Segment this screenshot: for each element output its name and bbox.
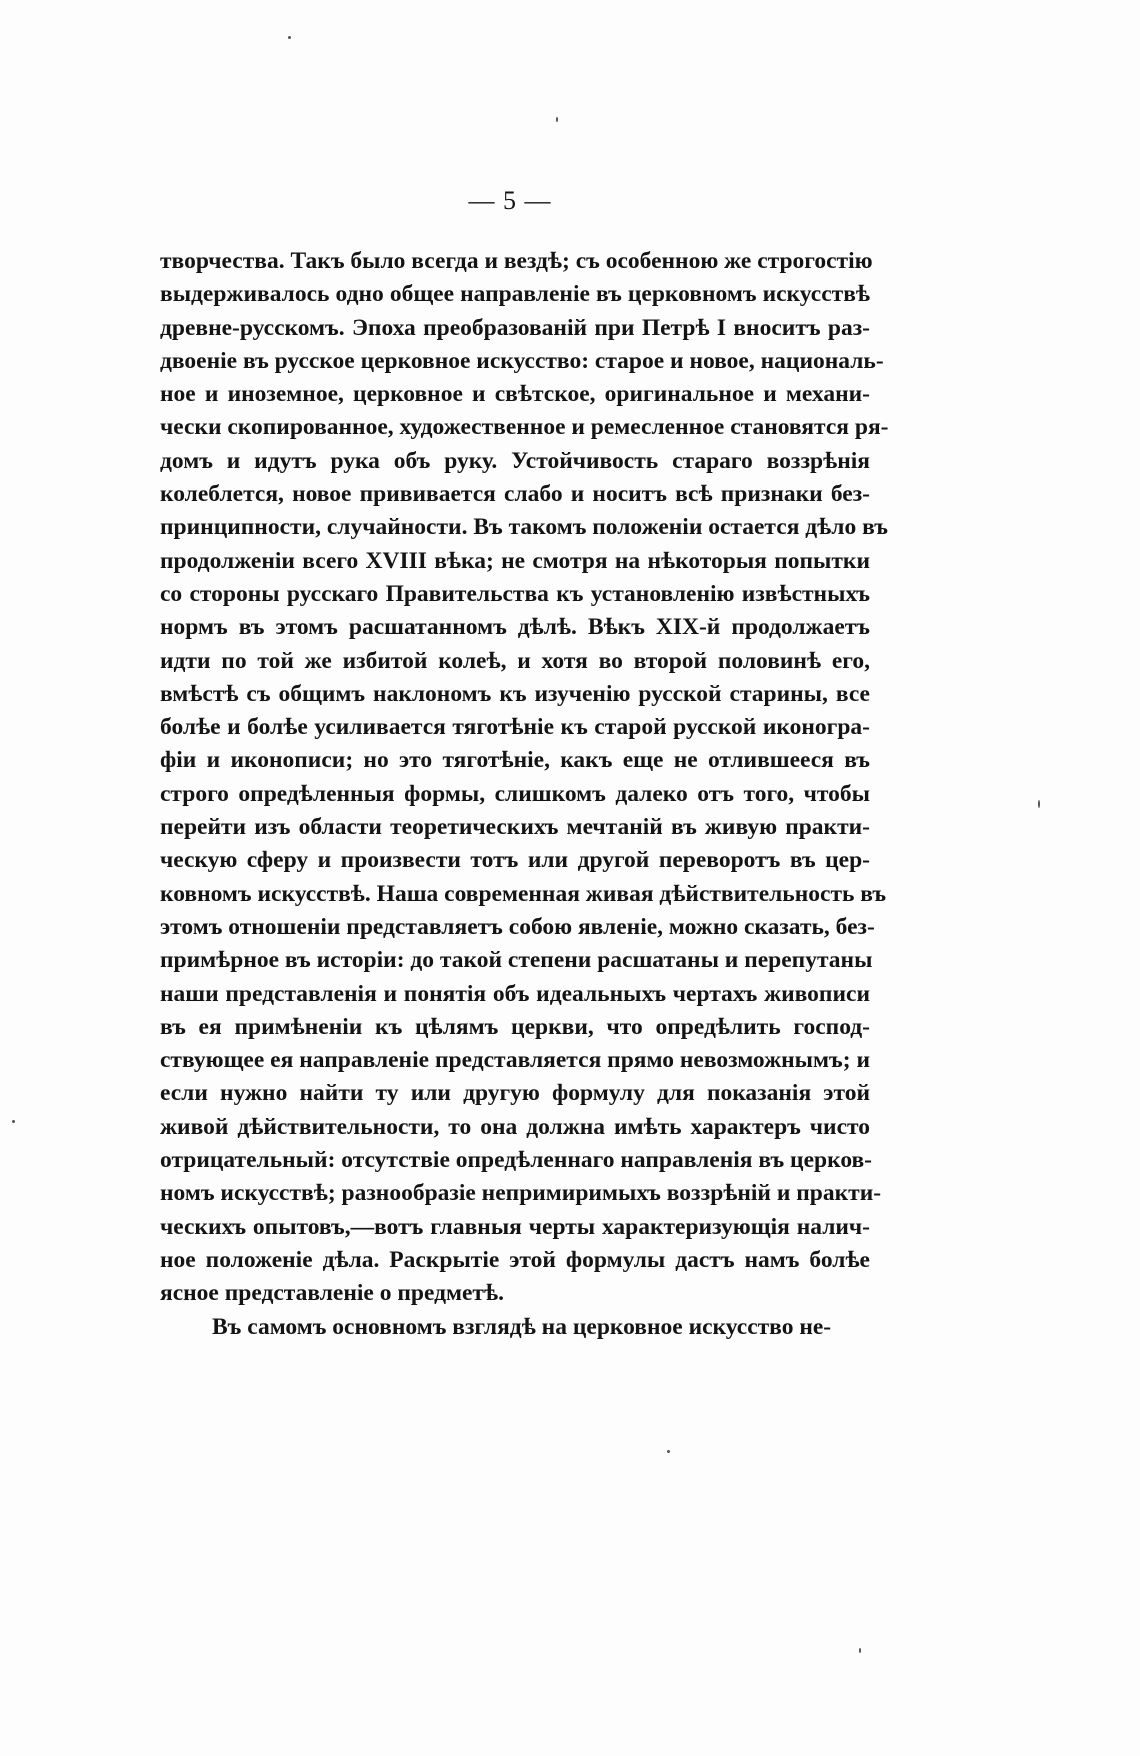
paragraph-1 (160, 245, 889, 1311)
text-line: со стороны русскаго Правительства къ установленію извѣстныхъ (160, 580, 870, 607)
paragraph-2 (160, 1311, 870, 1344)
scan-speck (12, 1120, 15, 1123)
text-line: строго опредѣленныя формы, слишкомъ далеко отъ того, чтобы (160, 780, 870, 807)
text-line: если нужно найти ту или другую формулу для показанія этой (160, 1080, 870, 1107)
text-line: нормъ въ этомъ расшатанномъ дѣлѣ. Вѣкъ XIX-й продолжаетъ (160, 614, 870, 641)
scan-speck (288, 36, 291, 39)
text-line: перейти изъ области теоретическихъ мечтаній въ живую практи- (160, 814, 870, 841)
text-line: ковномъ искусствѣ. Наша современная живая дѣйствительность въ (160, 880, 887, 907)
text-line: чески скопированное, художественное и ремесленное становятся ря- (160, 414, 889, 441)
body-text (160, 245, 889, 1344)
scan-speck (1038, 800, 1040, 808)
scan-speck (859, 1648, 861, 1653)
text-line: ное положеніе дѣла. Раскрытіе этой формулы дастъ намъ болѣе (160, 1246, 870, 1273)
text-line: древне-русскомъ. Эпоха преобразованій при Петрѣ I вноситъ раз- (160, 314, 870, 341)
text-line: номъ искусствѣ; разнообразіе непримиримыхъ воззрѣній и практи- (160, 1180, 882, 1207)
scan-speck (556, 117, 558, 122)
text-line: фіи и иконописи; но это тяготѣніе, какъ еще не отлившееся въ (160, 747, 870, 774)
text-line: болѣе и болѣе усиливается тяготѣніе къ старой русской иконогра- (160, 714, 870, 741)
text-line: этомъ отношеніи представляетъ собою явленіе, можно сказать, без- (160, 913, 875, 940)
page-number: — 5 — (468, 186, 552, 215)
text-line: ческихъ опытовъ,—вотъ главныя черты характеризующія налич- (160, 1213, 870, 1240)
text-line: выдерживалось одно общее направленіе въ церковномъ искусствѣ (160, 281, 870, 308)
text-line: ное и иноземное, церковное и свѣтское, оригинальное и механи- (160, 381, 870, 408)
text-line: колеблется, новое прививается слабо и носитъ всѣ признаки без- (160, 481, 870, 508)
text-line: отрицательный: отсутствіе опредѣленнаго направленія въ церков- (160, 1147, 872, 1174)
text-line: живой дѣйствительности, то она должна имѣть характеръ чисто (160, 1113, 870, 1140)
text-line: ясное представленіе о предметѣ. (160, 1280, 504, 1307)
text-line: Въ самомъ основномъ взглядѣ на церковное искусство не- (212, 1313, 832, 1340)
text-line: двоеніе въ русское церковное искусство: старое и новое, националь- (160, 347, 884, 374)
scan-speck (667, 1450, 670, 1453)
text-line: домъ и идутъ рука объ руку. Устойчивость стараго воззрѣнія (160, 447, 870, 474)
text-line: продолженіи всего XVIII вѣка; не смотря на нѣкоторыя попытки (160, 547, 870, 574)
text-line: ческую сферу и произвести тотъ или другой переворотъ въ цер- (160, 847, 870, 874)
text-line: ствующее ея направленіе представляется прямо невозможнымъ; и (160, 1047, 870, 1074)
text-line: идти по той же избитой колеѣ, и хотя во второй половинѣ его, (160, 647, 870, 674)
text-line: принципности, случайности. Въ такомъ положеніи остается дѣло въ (160, 514, 888, 541)
text-line: въ ея примѣненіи къ цѣлямъ церкви, что опредѣлить господ- (160, 1013, 870, 1040)
text-line: наши представленія и понятія объ идеальныхъ чертахъ живописи (160, 980, 870, 1007)
text-line: примѣрное въ исторіи: до такой степени расшатаны и перепутаны (160, 947, 873, 974)
text-line: творчества. Такъ было всегда и вездѣ; съ особенною же строгостію (160, 248, 873, 274)
text-line: вмѣстѣ съ общимъ наклономъ къ изученію русской старины, все (160, 680, 870, 707)
